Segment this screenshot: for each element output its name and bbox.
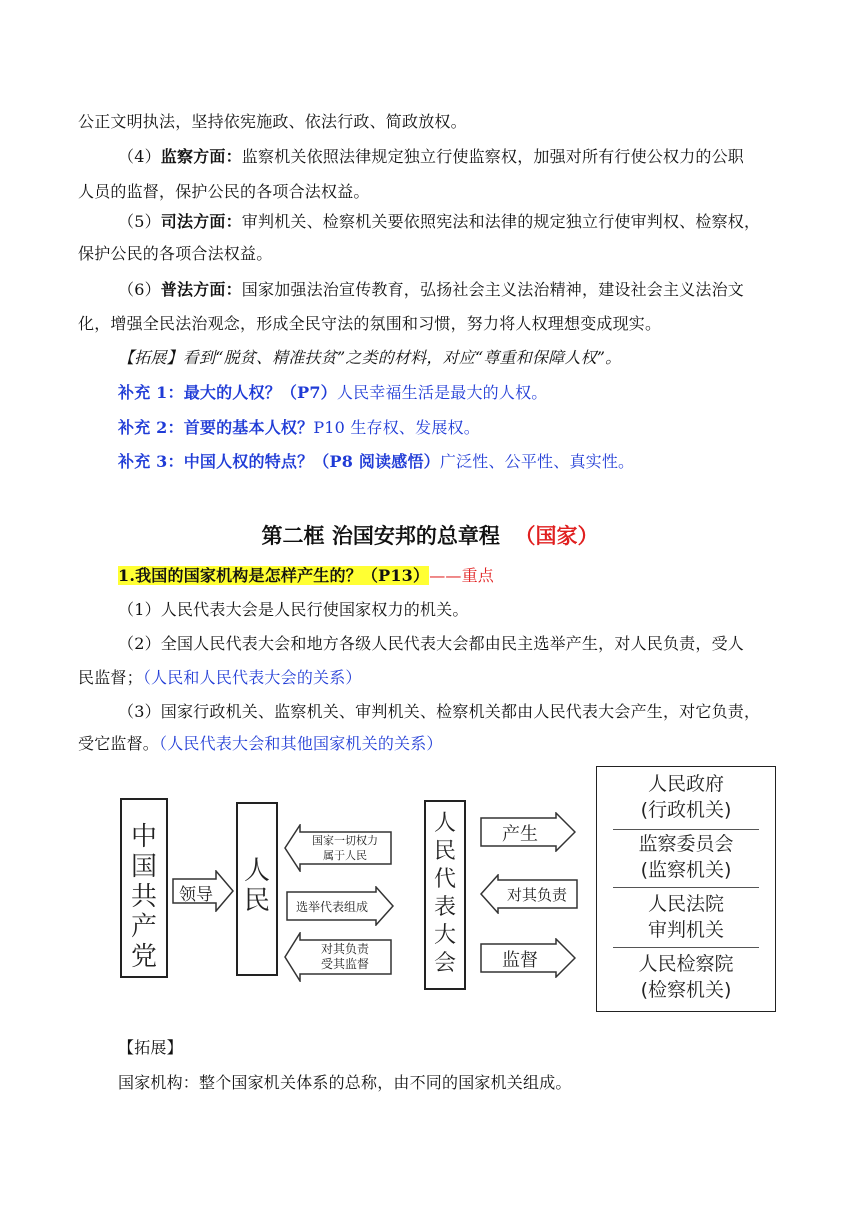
divider xyxy=(613,829,759,830)
supervise-arrow: 监督 xyxy=(480,938,576,978)
party-label: 中 国 共 产 党 xyxy=(130,822,157,972)
organ-supervision: 监察委员会 (监察机关) xyxy=(638,833,734,881)
power-arrow: 国家一切权力 属于人民 xyxy=(284,824,392,872)
people-label: 人 民 xyxy=(243,856,270,916)
supplement-1: 补充 1：最大的人权？（P7）人民幸福生活是最大的人权。 xyxy=(118,383,548,402)
people-box xyxy=(236,802,278,976)
text-line: 化，增强全民法治观念，形成全民守法的氛围和习惯，努力将人权理想变成现实。 xyxy=(78,314,662,333)
produce-arrow: 产生 xyxy=(480,812,576,852)
report-arrow: 对其负责 xyxy=(480,874,578,914)
supplement-2: 补充 2：首要的基本人权？P10 生存权、发展权。 xyxy=(118,418,480,437)
text-line: （2）全国人民代表大会和地方各级人民代表大会都由民主选举产生，对人民负责，受人 xyxy=(118,634,744,653)
divider xyxy=(613,887,759,888)
extension-text: 国家机构：整个国家机关体系的总称，由不同的国家机关组成。 xyxy=(118,1073,572,1092)
responsibility-arrow: 对其负责 受其监督 xyxy=(284,932,392,982)
lead-arrow: 领导 xyxy=(172,870,234,912)
npc-box xyxy=(424,800,466,990)
text-line: 保护公民的各项合法权益。 xyxy=(78,244,273,263)
party-box xyxy=(120,798,168,978)
text-line: （4）监察方面：监察机关依照法律规定独立行使监察权，加强对所有行使公权力的公职 xyxy=(118,147,744,166)
question-heading: 1.我国的国家机构是怎样产生的？（P13）——重点 xyxy=(118,566,495,585)
text-line: （5）司法方面：审判机关、检察机关要依照宪法和法律的规定独立行使审判权、检察权， xyxy=(118,212,761,231)
npc-label: 人 民 代 表 大 会 xyxy=(433,811,456,976)
organ-government: 人民政府 (行政机关) xyxy=(640,773,732,821)
text-line: （1）人民代表大会是人民行使国家权力的机关。 xyxy=(118,600,469,619)
elect-arrow: 选举代表组成 xyxy=(286,886,394,926)
text-line: 公正文明执法，坚持依宪施政、依法行政、简政放权。 xyxy=(78,112,467,131)
divider xyxy=(613,947,759,948)
text-line: （3）国家行政机关、监察机关、审判机关、检察机关都由人民代表大会产生，对它负责， xyxy=(118,702,761,721)
state-organs-box xyxy=(596,766,776,1012)
extension-title: 【拓展】 xyxy=(118,1038,183,1057)
text-line: 人员的监督，保护公民的各项合法权益。 xyxy=(78,182,370,201)
text-line: 民监督；（人民和人民代表大会的关系） xyxy=(78,668,362,687)
organ-court: 人民法院 审判机关 xyxy=(647,893,724,941)
state-organ-diagram xyxy=(118,764,778,1014)
text-line: （6）普法方面：国家加强法治宣传教育，弘扬社会主义法治精神，建设社会主义法治文 xyxy=(118,280,744,299)
organ-procuratorate: 人民检察院 (检察机关) xyxy=(638,953,734,1001)
section-title: 第二框 治国安邦的总章程 （国家） xyxy=(261,523,599,548)
extension-note: 【拓展】看到“脱贫、精准扶贫”之类的材料，对应“尊重和保障人权”。 xyxy=(118,348,622,367)
supplement-3: 补充 3：中国人权的特点？（P8 阅读感悟）广泛性、公平性、真实性。 xyxy=(118,452,635,471)
text-line: 受它监督。（人民代表大会和其他国家机关的关系） xyxy=(78,734,443,753)
